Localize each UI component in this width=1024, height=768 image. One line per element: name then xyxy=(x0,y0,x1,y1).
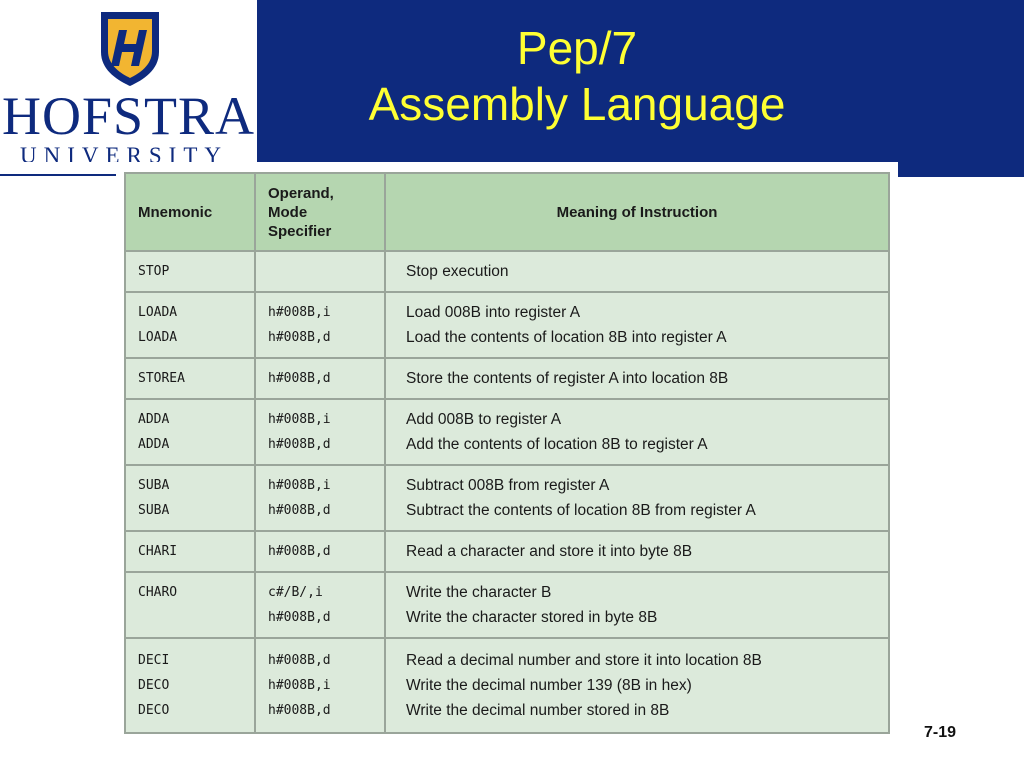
mnemonic-cell xyxy=(125,358,255,399)
operand-line: h#008B,i xyxy=(268,305,331,320)
meaning-line: Write the decimal number stored in 8B xyxy=(406,702,670,719)
page-number: 7-19 xyxy=(923,724,957,741)
meaning-cell xyxy=(385,638,889,733)
operand-line: h#008B,d xyxy=(268,610,331,625)
mnemonic-line: LOADA xyxy=(138,305,178,320)
title-line-1: Pep/7 xyxy=(516,22,638,74)
mnemonic-line: LOADA xyxy=(138,330,178,345)
operand-line: h#008B,i xyxy=(268,678,331,693)
mnemonic-line: DECO xyxy=(138,703,170,718)
meaning-line: Subtract 008B from register A xyxy=(406,477,610,494)
table-row xyxy=(125,358,889,399)
operand-line: h#008B,d xyxy=(268,653,331,668)
mnemonic-cell xyxy=(125,638,255,733)
mnemonic-cell xyxy=(125,292,255,358)
header-operand xyxy=(255,173,385,251)
operand-line: h#008B,d xyxy=(268,330,331,345)
operand-line: h#008B,d xyxy=(268,503,331,518)
meaning-line: Write the decimal number 139 (8B in hex) xyxy=(406,677,692,694)
table-row xyxy=(125,251,889,292)
header-mnemonic: Mnemonic xyxy=(125,173,255,251)
mnemonic-line: ADDA xyxy=(138,437,170,452)
mnemonic-cell xyxy=(125,572,255,638)
operand-line: c#/B/,i xyxy=(268,585,323,600)
mnemonic-cell xyxy=(125,531,255,572)
meaning-cell xyxy=(385,531,889,572)
mnemonic-line: CHARO xyxy=(138,585,178,600)
operand-line: h#008B,d xyxy=(268,703,331,718)
mnemonic-line: DECI xyxy=(138,653,170,668)
mnemonic-line: STOREA xyxy=(138,371,185,386)
operand-line xyxy=(268,259,372,284)
hofstra-logo xyxy=(0,0,256,177)
meaning-line: Load the contents of location 8B into register A xyxy=(406,329,727,346)
mnemonic-line: STOP xyxy=(138,264,170,279)
meaning-line: Store the contents of register A into location 8B xyxy=(406,370,729,387)
table-row xyxy=(125,572,889,638)
operand-cell xyxy=(255,358,385,399)
meaning-line: Subtract the contents of location 8B from register A xyxy=(406,502,756,519)
mnemonic-line: SUBA xyxy=(138,478,170,493)
operand-cell xyxy=(255,531,385,572)
table-row xyxy=(125,531,889,572)
meaning-cell xyxy=(385,251,889,292)
operand-line: h#008B,i xyxy=(268,412,331,427)
table-row xyxy=(125,465,889,531)
meaning-cell xyxy=(385,465,889,531)
table-row xyxy=(125,638,889,733)
operand-cell xyxy=(255,399,385,465)
header-meaning: Meaning of Instruction xyxy=(385,173,889,251)
operand-cell xyxy=(255,638,385,733)
operand-line: h#008B,i xyxy=(268,478,331,493)
mnemonic-cell xyxy=(125,251,255,292)
meaning-cell xyxy=(385,358,889,399)
operand-cell xyxy=(255,292,385,358)
meaning-line: Write the character stored in byte 8B xyxy=(406,609,658,626)
operand-line: h#008B,d xyxy=(268,544,331,559)
meaning-line: Add 008B to register A xyxy=(406,411,562,428)
slide-title xyxy=(257,20,897,132)
table-row xyxy=(125,292,889,358)
meaning-cell xyxy=(385,572,889,638)
table-body xyxy=(125,251,889,733)
meaning-line: Add the contents of location 8B to register A xyxy=(406,436,708,453)
meaning-line: Write the character B xyxy=(406,584,552,601)
mnemonic-line: SUBA xyxy=(138,503,170,518)
table-header-row xyxy=(125,173,889,251)
meaning-line: Stop execution xyxy=(406,263,509,280)
operand-line: h#008B,d xyxy=(268,371,331,386)
meaning-cell xyxy=(385,292,889,358)
operand-cell xyxy=(255,572,385,638)
mnemonic-line: CHARI xyxy=(138,544,178,559)
mnemonic-cell xyxy=(125,399,255,465)
meaning-line: Read a decimal number and store it into location 8B xyxy=(406,652,762,669)
title-line-2: Assembly Language xyxy=(368,78,786,130)
meaning-line: Load 008B into register A xyxy=(406,304,581,321)
mnemonic-line xyxy=(138,605,242,630)
instruction-table xyxy=(124,172,890,734)
table-row xyxy=(125,399,889,465)
operand-line: h#008B,d xyxy=(268,437,331,452)
operand-cell xyxy=(255,251,385,292)
header-operand-line: Specifier xyxy=(268,222,332,240)
logo-wordmark: HOFSTRA xyxy=(2,86,256,146)
mnemonic-line: ADDA xyxy=(138,412,170,427)
operand-cell xyxy=(255,465,385,531)
header-operand-line: Mode xyxy=(268,203,308,221)
mnemonic-cell xyxy=(125,465,255,531)
meaning-line: Read a character and store it into byte 8B xyxy=(406,543,693,560)
meaning-cell xyxy=(385,399,889,465)
mnemonic-line: DECO xyxy=(138,678,170,693)
shield-icon xyxy=(97,8,163,88)
header-operand-line: Operand, xyxy=(268,184,334,202)
logo-subline: UNIVERSITY xyxy=(20,144,228,162)
